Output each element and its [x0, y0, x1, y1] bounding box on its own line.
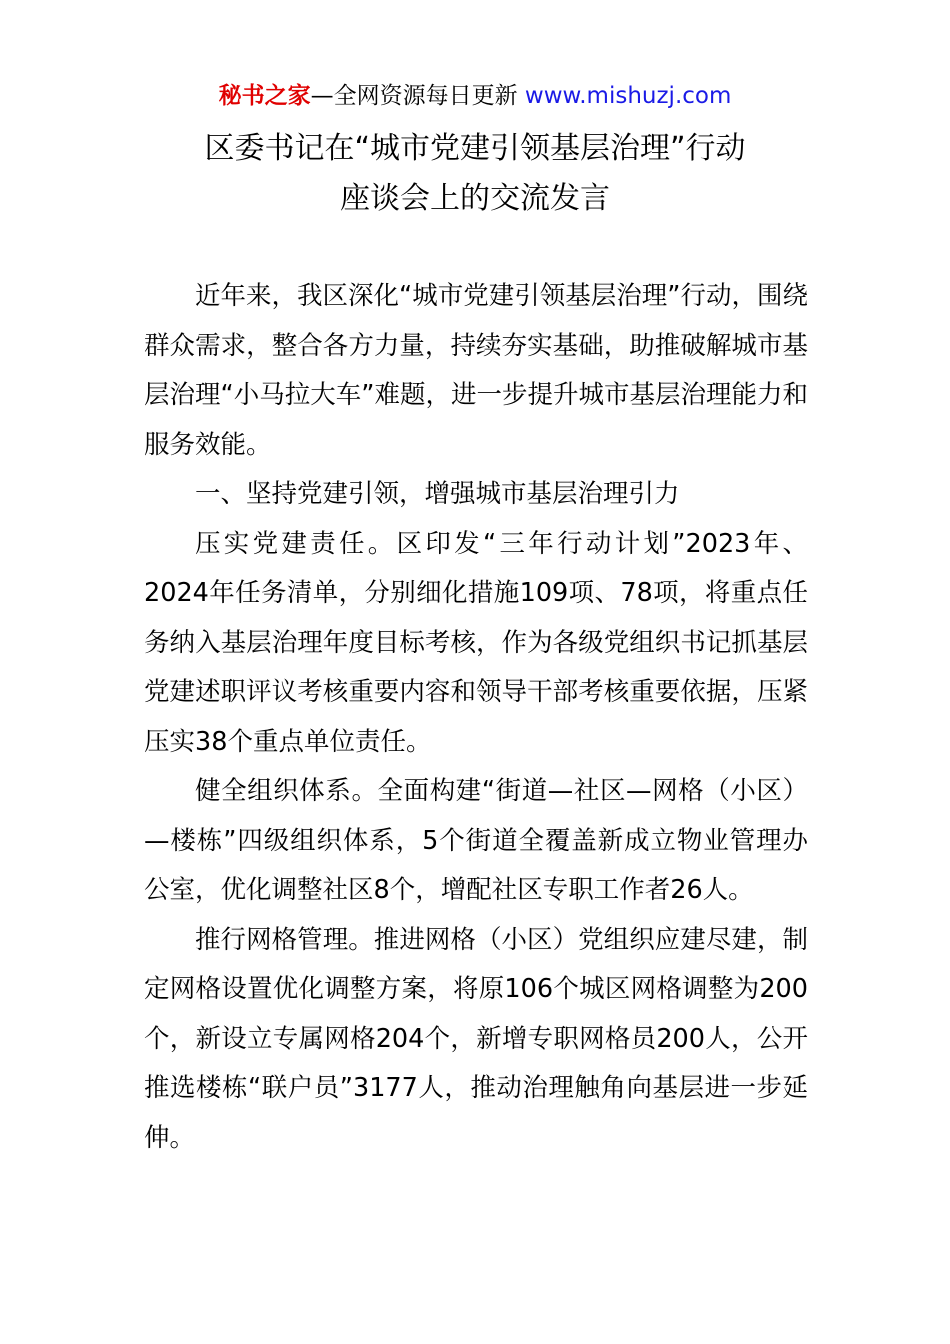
document-body: [144, 272, 808, 1163]
title-line-1: 区委书记在“城市党建引领基层治理”行动: [204, 131, 746, 166]
title-line-2: 座谈会上的交流发言: [340, 181, 610, 216]
intro-paragraph: 近年来，我区深化“城市党建引领基层治理”行动，围绕群众需求，整合各方力量，持续夯实基础，助推破解城市基层治理“小马拉大车”难题，进一步提升城市基层治理能力和服务效能。: [144, 281, 808, 460]
body-paragraph: 推行网格管理。推进网格（小区）党组织应建尽建，制定网格设置优化调整方案，将原106个城区网格调整为200个，新设立专属网格204个，新增专职网格员200人，公开推选楼栋“联户员”3177人，推动治理触角向基层进一步延伸。: [144, 924, 808, 1153]
header-tagline: —全网资源每日更新: [310, 83, 518, 109]
document-title: [0, 124, 950, 224]
body-paragraph: 健全组织体系。全面构建“街道—社区—网格（小区）—楼栋”四级组织体系，5个街道全覆盖新成立物业管理办公室，优化调整社区8个，增配社区专职工作者26人。: [144, 776, 808, 905]
brand-name: 秘书之家: [218, 83, 311, 109]
section-heading: 一、坚持党建引领，增强城市基层治理引力: [195, 479, 680, 509]
body-paragraph: 压实党建责任。区印发“三年行动计划”2023年、2024年任务清单，分别细化措施109项、78项，将重点任务纳入基层治理年度目标考核，作为各级党组织书记抓基层党建述职评议考核重要内容和领导干部考核重要依据，压紧压实38个重点单位责任。: [144, 528, 808, 757]
site-header: [0, 80, 950, 112]
site-url[interactable]: www.mishuzj.com: [524, 83, 732, 109]
